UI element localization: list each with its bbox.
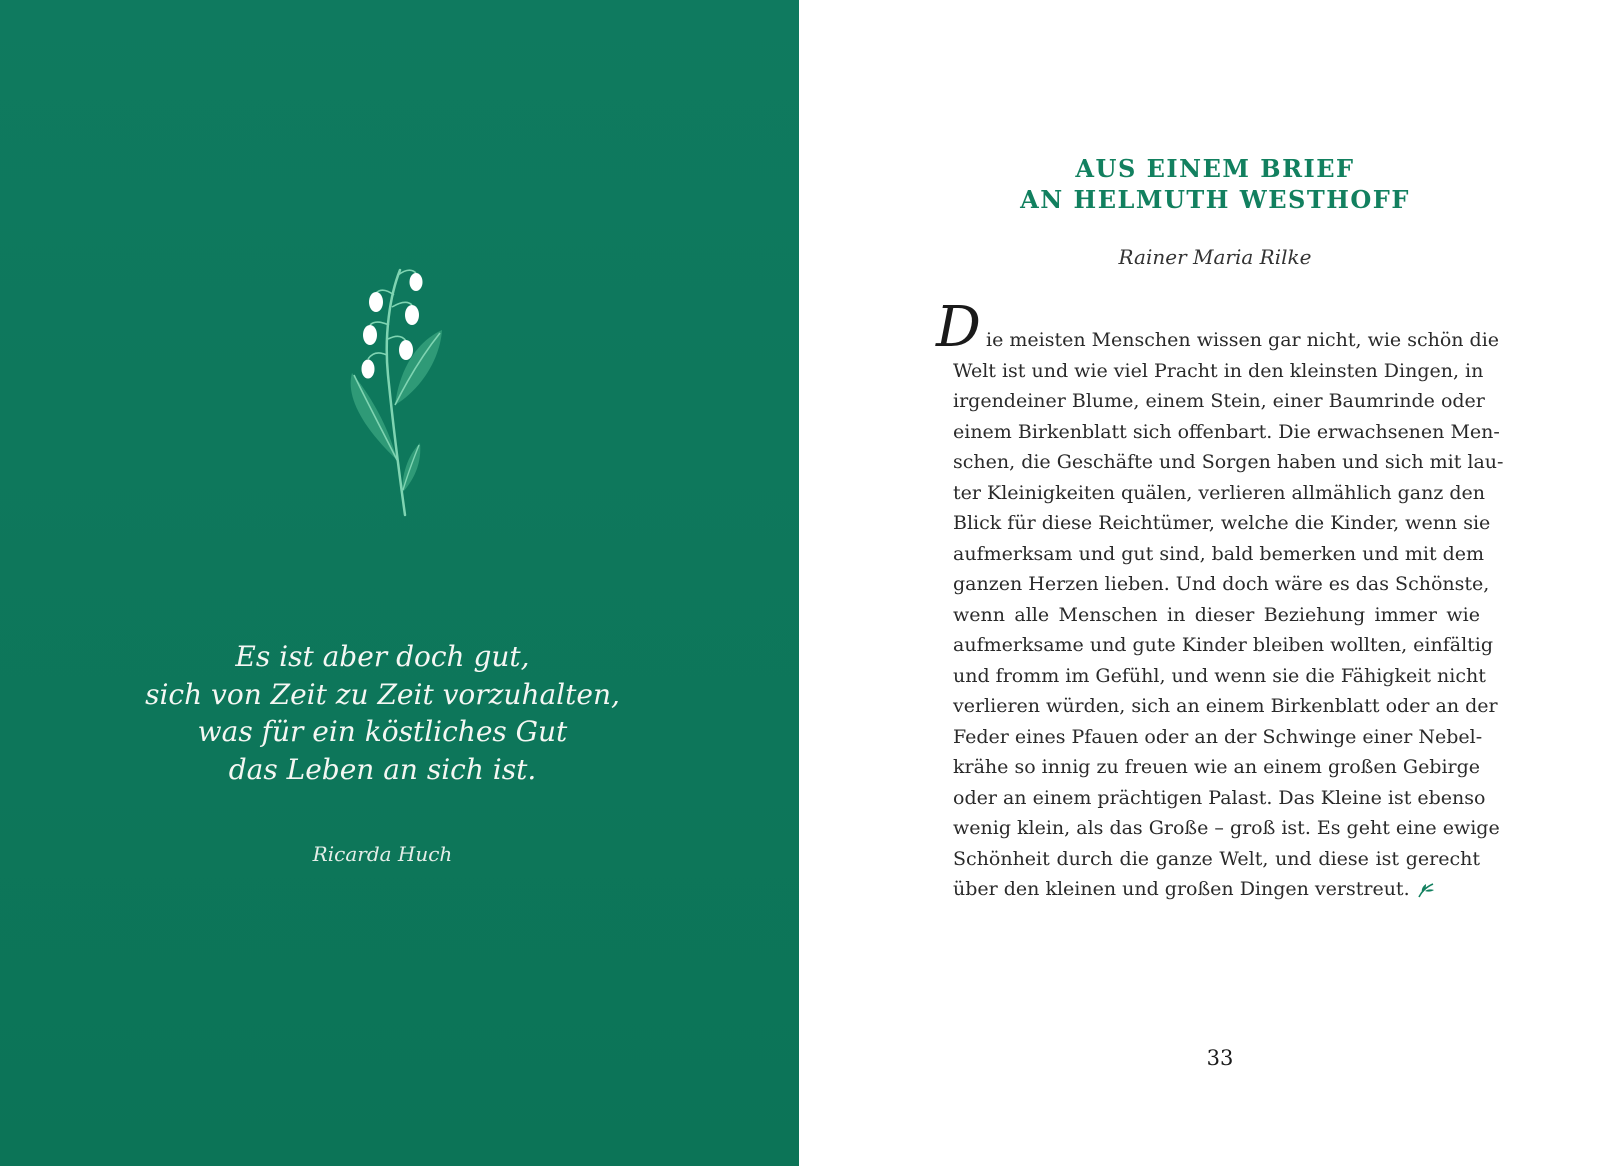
body-line: Schönheit durch die ganze Welt, und diese ist gerecht	[953, 847, 1480, 870]
body-line: schen, die Geschäfte und Sorgen haben und sich mit lau-	[953, 451, 1504, 473]
body-line: aufmerksame und gute Kinder bleiben wollten, einfältig	[953, 634, 1494, 656]
body-line: über den kleinen und großen Dingen verstreut.	[953, 878, 1410, 900]
body-line: Welt ist und wie viel Pracht in den kleinsten Dingen, in	[953, 359, 1484, 382]
leaf-end-icon	[1416, 881, 1436, 899]
body-line: krähe so innig zu freuen wie an einem großen Gebirge	[953, 756, 1481, 778]
lily-of-the-valley-icon	[340, 255, 460, 535]
quote-author: Ricarda Huch	[312, 842, 453, 866]
quote-line: das Leben an sich ist.	[228, 752, 537, 786]
quote	[80, 638, 685, 788]
quote-line: sich von Zeit zu Zeit vorzuhalten,	[145, 677, 620, 711]
body-line: wenig klein, als das Große – groß ist. Es geht eine ewige	[953, 817, 1500, 839]
body-text	[953, 325, 1504, 905]
chapter-title	[999, 153, 1431, 215]
title-line: AN HELMUTH WESTHOFF	[1020, 185, 1410, 214]
drop-cap: D	[936, 295, 981, 360]
author-name: Rainer Maria Rilke	[1118, 245, 1312, 269]
body-line: oder an einem prächtigen Palast. Das Kleine ist ebenso	[953, 786, 1486, 809]
title-line: AUS EINEM BRIEF	[1075, 154, 1355, 183]
body-line: wenn alle Menschen in dieser Beziehung immer wie	[953, 603, 1480, 626]
page-number: 33	[1206, 1046, 1234, 1070]
left-page	[0, 0, 799, 1166]
body-line: einem Birkenblatt sich offenbart. Die erwachsenen Men-	[953, 420, 1500, 443]
body-line: ie meisten Menschen wissen gar nicht, wie schön die	[986, 329, 1500, 351]
body-line: ter Kleinigkeiten quälen, verlieren allmählich ganz den	[953, 481, 1486, 504]
body-line: Blick für diese Reichtümer, welche die Kinder, wenn sie	[953, 512, 1491, 534]
body-line: verlieren würden, sich an einem Birkenblatt oder an der	[953, 695, 1498, 717]
body-line-last	[953, 874, 1480, 905]
quote-line: was für ein köstliches Gut	[197, 715, 568, 748]
body-line: aufmerksam und gut sind, bald bemerken und mit dem	[953, 542, 1485, 565]
body-line: und fromm im Gefühl, und wenn sie die Fähigkeit nicht	[953, 664, 1486, 687]
body-line: Feder eines Pfauen oder an der Schwinge einer Nebel-	[953, 725, 1483, 748]
body-line: ganzen Herzen lieben. Und doch wäre es das Schönste,	[953, 573, 1490, 595]
quote-line: Es ist aber doch gut,	[235, 640, 530, 673]
body-line: irgendeiner Blume, einem Stein, einer Baumrinde oder	[953, 390, 1485, 412]
